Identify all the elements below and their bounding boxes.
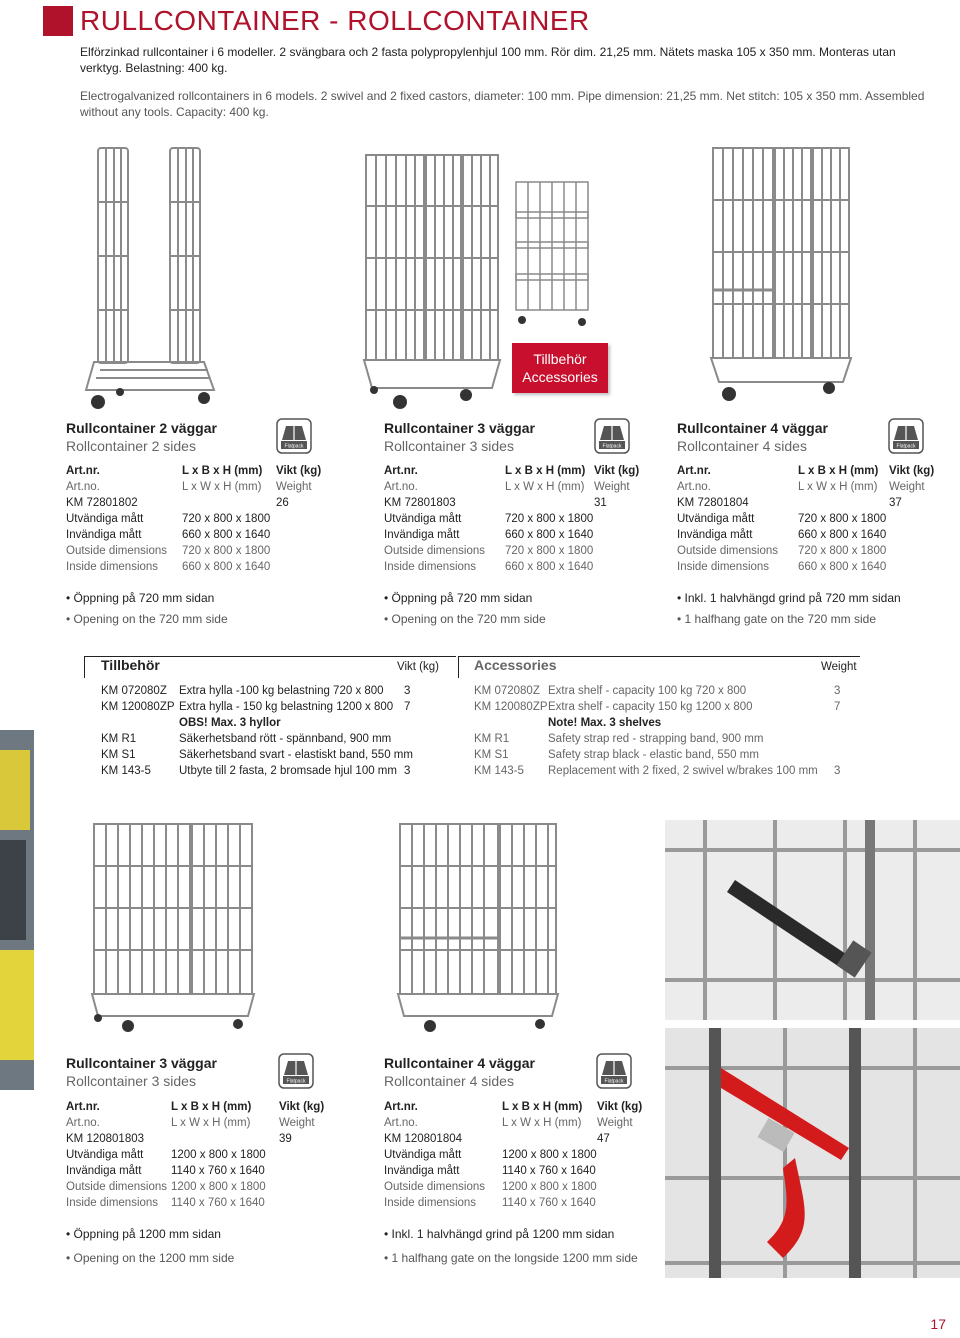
- bullet-text: Inkl. 1 halvhängd grind på 1200 mm sidan: [391, 1227, 615, 1241]
- outer-dims: 1200 x 800 x 1800: [502, 1149, 597, 1161]
- acc-code: KM 120080ZP: [101, 701, 175, 713]
- artnr-label-en: Art.no.: [66, 1117, 100, 1129]
- acc-weight: 3: [404, 765, 411, 777]
- inner-label-en: Inside dimensions: [66, 561, 159, 573]
- flatpack-label: Flatpack: [604, 1078, 624, 1085]
- rollcontainer-4-sides-image: [705, 140, 855, 405]
- accessories-en-left-rule: [458, 656, 459, 678]
- artnr-label-en: Art.no.: [677, 481, 711, 493]
- bullet-text: Öppning på 720 mm sidan: [73, 591, 215, 605]
- bullet-text: Opening on the 720 mm side: [391, 612, 546, 626]
- acc-note: OBS! Max. 3 hyllor: [179, 717, 281, 729]
- acc-code: KM 072080Z: [101, 685, 167, 697]
- flatpack-icon: [276, 418, 312, 454]
- outer-label-en: Outside dimensions: [66, 1181, 167, 1193]
- accessories-sv-left-rule: [84, 656, 85, 678]
- dims-label-sv: L x B x H (mm): [182, 465, 263, 477]
- flatpack-label: Flatpack: [284, 443, 304, 450]
- intro-english: Electrogalvanized rollcontainers in 6 models. 2 swivel and 2 fixed castors, diameter: 100 mm. Pipe dimension: 21,25 mm. Net stitch: 105 x 350 mm. Assembled without any tools. Capacity: 400 kg.: [80, 89, 925, 119]
- dims-label-sv: L x B x H (mm): [505, 465, 586, 477]
- outer-dims: 720 x 800 x 1800: [798, 513, 887, 525]
- bullet-text: Inkl. 1 halvhängd grind på 720 mm sidan: [684, 591, 901, 605]
- acc-desc: Utbyte till 2 fasta, 2 bromsade hjul 100 mm: [179, 765, 397, 777]
- outer-dims-en: 1200 x 800 x 1800: [502, 1181, 597, 1193]
- weight-label-en: Weight: [889, 481, 925, 493]
- product-1-title-en: Rollcontainer 2 sides: [66, 438, 196, 454]
- weight-value: 39: [279, 1133, 292, 1145]
- dims-label-en: L x W x H (mm): [182, 481, 262, 493]
- product-2-bullet-en: • Opening on the 720 mm side: [384, 612, 546, 626]
- inner-dims: 660 x 800 x 1640: [505, 529, 594, 541]
- dims-label-en: L x W x H (mm): [171, 1117, 251, 1129]
- acc-code: KM R1: [474, 733, 510, 745]
- weight-label-en: Weight: [594, 481, 630, 493]
- inner-label-sv: Invändiga mått: [66, 529, 142, 541]
- page-title: RULLCONTAINER - ROLLCONTAINER: [80, 5, 590, 36]
- bullet-text: Opening on the 1200 mm side: [73, 1251, 235, 1265]
- acc-desc: Extra hylla - 150 kg belastning 1200 x 800: [179, 701, 394, 713]
- accessories-en-weight-label: Weight: [821, 661, 857, 673]
- product-4-title-en: Rollcontainer 3 sides: [66, 1073, 196, 1089]
- article-number: KM 120801804: [384, 1133, 463, 1145]
- intro-swedish: Elförzinkad rullcontainer i 6 modeller. 2 svängbara och 2 fasta polypropylenhjul 100 mm. Rör dim. 21,25 mm. Nätets maska 105 x 350 mm. Monteras utan verktyg. Belastning: 400 kg.: [80, 45, 896, 75]
- product-1-title-sv: Rullcontainer 2 väggar: [66, 420, 217, 436]
- dims-label-sv: L x B x H (mm): [798, 465, 879, 477]
- weight-label-sv: Vikt (kg): [279, 1101, 325, 1113]
- outer-label-sv: Utvändiga mått: [677, 513, 755, 525]
- acc-weight: 3: [834, 765, 841, 777]
- acc-desc: Säkerhetsband rött - spännband, 900 mm: [179, 733, 392, 745]
- weight-label-en: Weight: [597, 1117, 633, 1129]
- artnr-label-sv: Art.nr.: [677, 465, 711, 477]
- outer-dims-en: 720 x 800 x 1800: [505, 545, 594, 557]
- acc-desc: Extra shelf - capacity 100 kg 720 x 800: [548, 685, 747, 697]
- product-2-title-sv: Rullcontainer 3 väggar: [384, 420, 535, 436]
- accessories-badge: [512, 343, 608, 393]
- product-2-bullet-sv: • Öppning på 720 mm sidan: [384, 591, 533, 605]
- artnr-label-sv: Art.nr.: [66, 1101, 100, 1113]
- acc-weight: 7: [834, 701, 841, 713]
- acc-desc: Extra shelf - capacity 150 kg 1200 x 800: [548, 701, 753, 713]
- dims-label-en: L x W x H (mm): [505, 481, 585, 493]
- accessories-sv-weight-label: Vikt (kg): [397, 661, 439, 673]
- acc-desc: Safety strap red - strapping band, 900 mm: [548, 733, 764, 745]
- accessories-sv-list: [101, 683, 451, 783]
- bullet-text: 1 halfhang gate on the longside 1200 mm side: [391, 1251, 638, 1265]
- inner-label-en: Inside dimensions: [677, 561, 770, 573]
- black-safety-strap-image: [665, 820, 960, 1020]
- inner-label-sv: Invändiga mått: [384, 529, 460, 541]
- product-5-title-en: Rollcontainer 4 sides: [384, 1073, 514, 1089]
- product-4-title-sv: Rullcontainer 3 väggar: [66, 1055, 217, 1071]
- page-number: 17: [930, 1316, 946, 1332]
- outer-label-en: Outside dimensions: [384, 545, 485, 557]
- acc-code: KM S1: [474, 749, 509, 761]
- outer-dims: 1200 x 800 x 1800: [171, 1149, 266, 1161]
- outer-dims-en: 1200 x 800 x 1800: [171, 1181, 266, 1193]
- article-number: KM 72801804: [677, 497, 749, 509]
- rollcontainer-4-sides-1200-image: [394, 818, 564, 1033]
- inner-dims-en: 1140 x 760 x 1640: [171, 1197, 265, 1209]
- accessories-en-title: Accessories: [474, 657, 557, 673]
- product-3-spec: [677, 463, 947, 583]
- inner-label-en: Inside dimensions: [66, 1197, 159, 1209]
- outer-label-en: Outside dimensions: [384, 1181, 485, 1193]
- red-safety-strap-image: [665, 1028, 960, 1278]
- header-red-square: [43, 6, 73, 36]
- product-3-title-sv: Rullcontainer 4 väggar: [677, 420, 828, 436]
- bullet-text: 1 halfhang gate on the 720 mm side: [684, 612, 877, 626]
- artnr-label-en: Art.no.: [384, 481, 418, 493]
- bullet-text: Opening on the 720 mm side: [73, 612, 228, 626]
- flatpack-icon: [888, 418, 924, 454]
- flatpack-label: Flatpack: [896, 443, 916, 450]
- product-3-title-en: Rollcontainer 4 sides: [677, 438, 807, 454]
- outer-dims-en: 720 x 800 x 1800: [798, 545, 887, 557]
- acc-weight: 3: [834, 685, 841, 697]
- rollcontainer-3-sides-1200-image: [88, 818, 263, 1033]
- badge-line-en: Accessories: [522, 369, 598, 385]
- outer-label-sv: Utvändiga mått: [384, 1149, 462, 1161]
- acc-desc: Extra hylla -100 kg belastning 720 x 800: [179, 685, 384, 697]
- acc-code: KM 072080Z: [474, 685, 540, 697]
- outer-dims: 720 x 800 x 1800: [182, 513, 271, 525]
- product-1-bullet-sv: • Öppning på 720 mm sidan: [66, 591, 215, 605]
- dims-label-en: L x W x H (mm): [798, 481, 878, 493]
- acc-code: KM 143-5: [474, 765, 524, 777]
- acc-code: KM 120080ZP: [474, 701, 548, 713]
- rollcontainer-3-sides-image: [360, 150, 505, 415]
- artnr-label-en: Art.no.: [66, 481, 100, 493]
- inner-dims-en: 660 x 800 x 1640: [798, 561, 887, 573]
- flatpack-label: Flatpack: [602, 443, 622, 450]
- artnr-label-sv: Art.nr.: [384, 1101, 418, 1113]
- acc-desc: Safety strap black - elastic band, 550 mm: [548, 749, 759, 761]
- inner-label-sv: Invändiga mått: [66, 1165, 142, 1177]
- bullet-text: Öppning på 720 mm sidan: [391, 591, 533, 605]
- product-3-bullet-sv: • Inkl. 1 halvhängd grind på 720 mm sidan: [677, 591, 901, 605]
- product-4-bullet-en: • Opening on the 1200 mm side: [66, 1251, 235, 1265]
- artnr-label-en: Art.no.: [384, 1117, 418, 1129]
- inner-dims: 660 x 800 x 1640: [182, 529, 271, 541]
- artnr-label-sv: Art.nr.: [66, 465, 100, 477]
- acc-desc: Replacement with 2 fixed, 2 swivel w/brakes 100 mm: [548, 765, 818, 777]
- acc-code: KM S1: [101, 749, 136, 761]
- flatpack-label: Flatpack: [286, 1078, 306, 1085]
- artnr-label-sv: Art.nr.: [384, 465, 418, 477]
- product-5-title-sv: Rullcontainer 4 väggar: [384, 1055, 535, 1071]
- inner-label-en: Inside dimensions: [384, 561, 477, 573]
- article-number: KM 72801803: [384, 497, 456, 509]
- acc-code: KM R1: [101, 733, 137, 745]
- inner-dims-en: 660 x 800 x 1640: [182, 561, 271, 573]
- outer-label-en: Outside dimensions: [66, 545, 167, 557]
- article-number: KM 120801803: [66, 1133, 145, 1145]
- product-5-bullet-sv: • Inkl. 1 halvhängd grind på 1200 mm sidan: [384, 1227, 615, 1241]
- outer-label-sv: Utvändiga mått: [66, 1149, 144, 1161]
- product-3-bullet-en: • 1 halfhang gate on the 720 mm side: [677, 612, 877, 626]
- acc-desc: Säkerhetsband svart - elastiskt band, 550 mm: [179, 749, 413, 761]
- weight-label-en: Weight: [279, 1117, 315, 1129]
- product-1-spec: [66, 463, 336, 583]
- product-2-title-en: Rollcontainer 3 sides: [384, 438, 514, 454]
- dims-label-sv: L x B x H (mm): [171, 1101, 252, 1113]
- acc-code: KM 143-5: [101, 765, 151, 777]
- weight-value: 47: [597, 1133, 610, 1145]
- weight-label-sv: Vikt (kg): [889, 465, 935, 477]
- acc-weight: 7: [404, 701, 411, 713]
- acc-note: Note! Max. 3 shelves: [548, 717, 662, 729]
- inner-dims-en: 1140 x 760 x 1640: [502, 1197, 596, 1209]
- inner-label-sv: Invändiga mått: [384, 1165, 460, 1177]
- outer-label-sv: Utvändiga mått: [66, 513, 144, 525]
- product-1-bullet-en: • Opening on the 720 mm side: [66, 612, 228, 626]
- accessories-sv-title: Tillbehör: [101, 657, 160, 673]
- bullet-text: Öppning på 1200 mm sidan: [73, 1227, 221, 1241]
- rollcontainer-2-sides-image: [80, 140, 220, 415]
- product-5-bullet-en: • 1 halfhang gate on the longside 1200 mm side: [384, 1251, 638, 1265]
- accessories-en-list: [474, 683, 854, 783]
- weight-label-sv: Vikt (kg): [597, 1101, 643, 1113]
- flatpack-icon: [594, 418, 630, 454]
- weight-value: 31: [594, 497, 607, 509]
- rollcontainer-shelves-image: [510, 178, 595, 333]
- inner-dims: 1140 x 760 x 1640: [171, 1165, 265, 1177]
- flatpack-icon: [278, 1053, 314, 1089]
- dims-label-en: L x W x H (mm): [502, 1117, 582, 1129]
- inner-dims: 1140 x 760 x 1640: [502, 1165, 596, 1177]
- weight-value: 26: [276, 497, 289, 509]
- inner-dims-en: 660 x 800 x 1640: [505, 561, 594, 573]
- outer-label-sv: Utvändiga mått: [384, 513, 462, 525]
- product-5-spec: [384, 1099, 659, 1219]
- forklift-edge-image: [0, 730, 34, 1090]
- weight-value: 37: [889, 497, 902, 509]
- outer-dims: 720 x 800 x 1800: [505, 513, 594, 525]
- inner-dims: 660 x 800 x 1640: [798, 529, 887, 541]
- outer-dims-en: 720 x 800 x 1800: [182, 545, 271, 557]
- inner-label-en: Inside dimensions: [384, 1197, 477, 1209]
- dims-label-sv: L x B x H (mm): [502, 1101, 583, 1113]
- inner-label-sv: Invändiga mått: [677, 529, 753, 541]
- badge-line-sv: Tillbehör: [533, 351, 587, 367]
- product-2-spec: [384, 463, 654, 583]
- acc-weight: 3: [404, 685, 411, 697]
- product-4-spec: [66, 1099, 336, 1219]
- weight-label-sv: Vikt (kg): [276, 465, 322, 477]
- weight-label-sv: Vikt (kg): [594, 465, 640, 477]
- product-4-bullet-sv: • Öppning på 1200 mm sidan: [66, 1227, 221, 1241]
- weight-label-en: Weight: [276, 481, 312, 493]
- article-number: KM 72801802: [66, 497, 138, 509]
- flatpack-icon: [596, 1053, 632, 1089]
- outer-label-en: Outside dimensions: [677, 545, 778, 557]
